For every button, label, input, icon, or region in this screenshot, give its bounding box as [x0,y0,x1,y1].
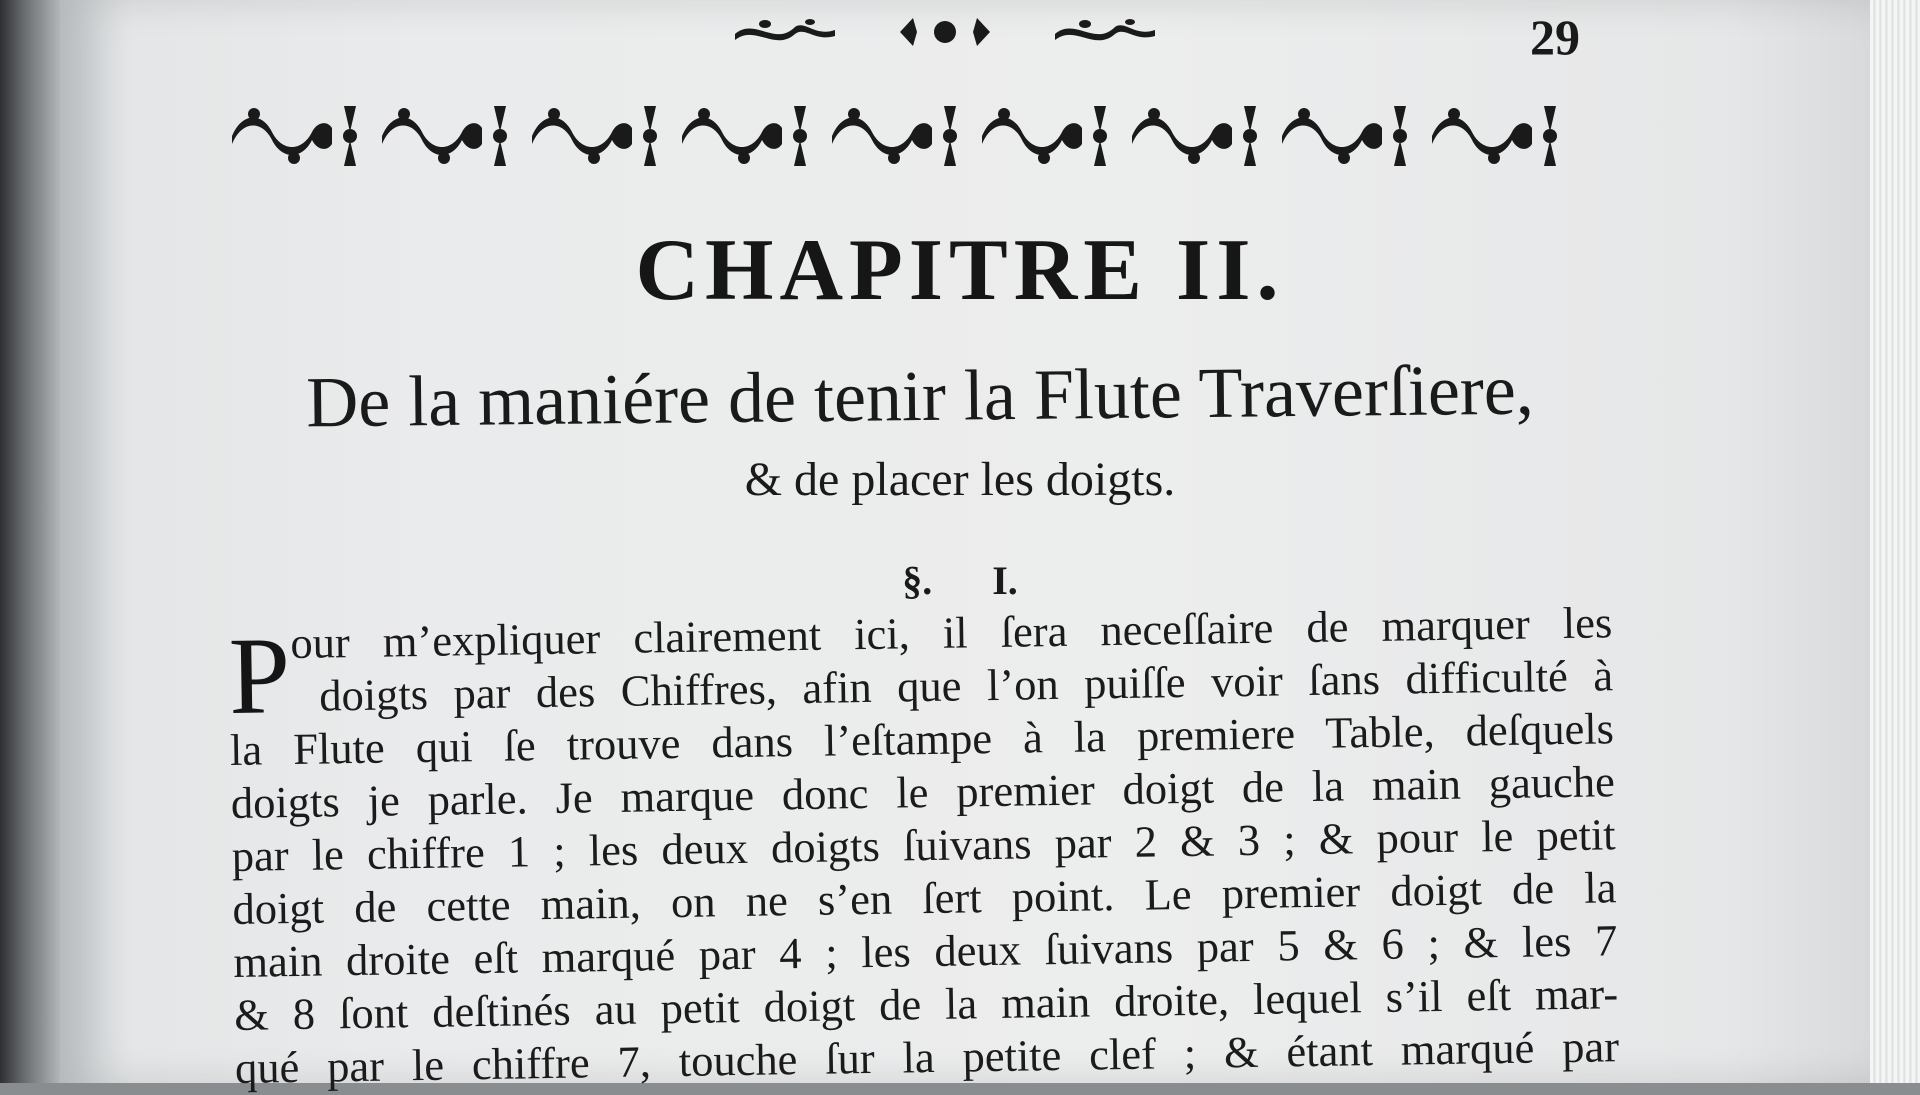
text-line: qué par le chiffre 7, touche ſur la petite clef ; & étant marqué par [234,1021,1620,1093]
section-marker: §. I. [902,558,1018,603]
floral-border-icon [232,92,1584,180]
chapter-heading: CHAPITRE II. [635,222,1285,319]
text-line: doigt de cette main, on ne s’en ſert point. Le premier doigt de la [232,862,1617,934]
page-number: 29 [1530,9,1580,65]
text-line: & 8 ſont deſtinés au petit doigt de la main droite, lequel s’il eſt mar- [233,968,1619,1040]
text-line: our m’expliquer clairement ici, il ſera neceſſaire de marquer les [290,597,1613,669]
text-line: main droite eſt marqué par 4 ; les deux ſuivans par 5 & 6 ; & les 7 [233,915,1618,987]
chapter-subtitle: & de placer les doigts. [744,453,1176,506]
drop-cap: P [227,614,292,737]
page-stack-edge [1870,0,1920,1083]
body-text [228,596,1619,1095]
floral-fleuron-icon [735,12,1155,52]
text-line: par le chiffre 1 ; les deux doigts ſuivans par 2 & 3 ; & pour le petit [231,809,1616,881]
text-line: doigts je parle. Je marque donc le premier doigt de la main gauche [230,756,1616,828]
text-line: doigts par des Chiffres, afin que l’on puiſſe voir ſans difficulté à [318,650,1614,721]
text-line: la Flute qui ſe trouve dans l’eſtampe à la premiere Table, deſquels [229,703,1615,775]
book-gutter-shadow [0,0,62,1083]
chapter-title: De la maniére de tenir la Flute Traverſiere, [305,349,1535,443]
